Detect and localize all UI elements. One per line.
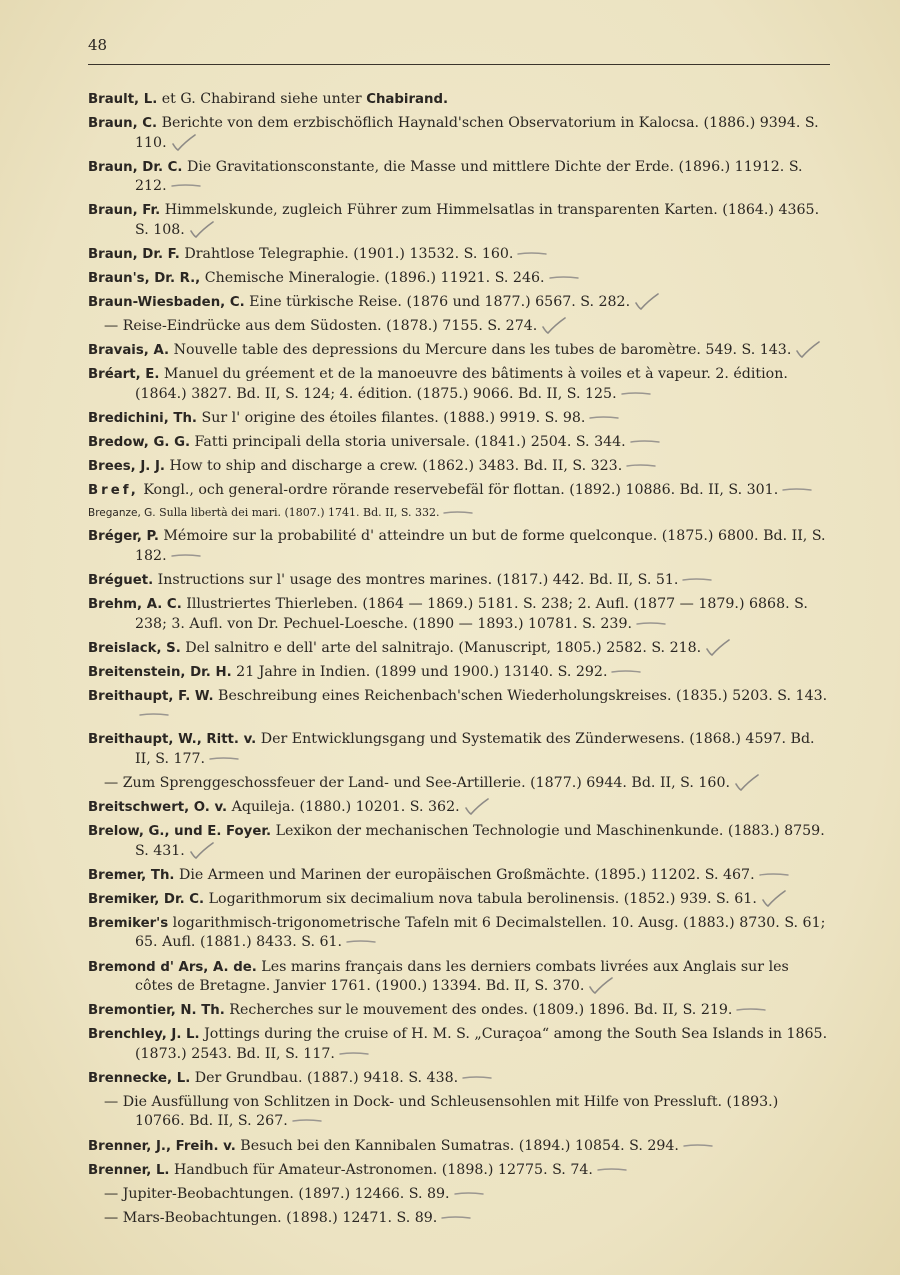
entry-text: Nouvelle table des depressions du Mercure dans les tubes de baromètre. 549. S. 143.	[169, 342, 792, 359]
index-entry	[88, 798, 830, 818]
entry-author: Braun's, Dr. R.,	[88, 270, 201, 286]
index-entry	[88, 890, 830, 910]
entry-text: Der Grundbau. (1887.) 9418. S. 438.	[190, 1069, 459, 1086]
entry-text: — Jupiter-Beobachtungen. (1897.) 12466. S. 89.	[104, 1185, 450, 1202]
entry-author: Bremer, Th.	[88, 867, 175, 883]
entry-author: Bredichini, Th.	[88, 410, 197, 426]
pencil-check-icon	[705, 639, 731, 657]
index-entry	[88, 201, 830, 240]
pencil-dash-icon	[682, 576, 712, 584]
entry-author: Braun-Wiesbaden, C.	[88, 295, 245, 311]
index-entry	[88, 365, 830, 404]
entry-text: Die Armeen und Marinen der europäischen Großmächte. (1895.) 11202. S. 467.	[174, 866, 755, 883]
entry-text: et G. Chabirand siehe unter	[157, 91, 367, 107]
entry-author: Breithaupt, F. W.	[88, 688, 214, 704]
entry-author: Braun, C.	[88, 116, 158, 132]
entry-text: Kongl., och general-ordre rörande reservebefäl för flottan. (1892.) 10886. Bd. II, S. 301.	[138, 482, 779, 499]
entry-author: Bréger, P.	[88, 529, 159, 545]
pencil-dash-icon	[549, 274, 579, 282]
index-entry	[88, 1001, 830, 1021]
entry-text: Beschreibung eines Reichenbach'schen Wiederholungskreises. (1835.) 5203. S. 143.	[213, 687, 828, 704]
pencil-dash-icon	[597, 1166, 627, 1174]
entry-author: Breislack, S.	[88, 640, 181, 656]
index-entry	[88, 527, 830, 566]
entry-author: Bremiker, Dr. C.	[88, 891, 205, 907]
pencil-check-icon	[734, 774, 760, 792]
entry-text: How to ship and discharge a crew. (1862.) 3483. Bd. II, S. 323.	[164, 458, 623, 475]
index-entry	[88, 639, 830, 659]
index-entry	[88, 1093, 830, 1132]
pencil-dash-icon	[636, 620, 666, 628]
pencil-check-icon	[171, 134, 197, 152]
index-entry	[88, 1185, 830, 1205]
entry-text: Der Entwicklungsgang und Systematik des Zünderwesens. (1868.) 4597. Bd. II, S. 177.	[135, 731, 815, 767]
index-entry	[88, 90, 830, 110]
index-entry	[88, 158, 830, 197]
entry-reference: Chabirand.	[366, 92, 449, 107]
entry-text: Berichte von dem erzbischöflich Haynald'schen Observatorium in Kalocsa. (1886.) 9394. S. 110.	[135, 115, 819, 151]
entry-text: Chemische Mineralogie. (1896.) 11921. S. 246.	[200, 269, 545, 286]
index-entry	[88, 341, 830, 361]
entry-text: Instructions sur l' usage des montres marines. (1817.) 442. Bd. II, S. 51.	[153, 571, 679, 588]
pencil-check-icon	[189, 221, 215, 239]
index-entry	[88, 958, 830, 997]
pencil-dash-icon	[683, 1142, 713, 1150]
pencil-dash-icon	[209, 755, 239, 763]
pencil-check-icon	[464, 798, 490, 816]
pencil-check-icon	[795, 341, 821, 359]
entry-author: Braun, Dr. C.	[88, 159, 183, 175]
entry-text: Les marins français dans les derniers combats livrées aux Anglais sur les côtes de Bretagne. Janvier 1761. (1900.) 13394. Bd. II, S. 370.	[135, 958, 789, 995]
pencil-check-icon	[588, 977, 614, 995]
entry-text: Himmelskunde, zugleich Führer zum Himmelsatlas in transparenten Karten. (1864.) 4365. S. 108.	[135, 202, 820, 238]
index-entries	[88, 90, 830, 1233]
index-entry	[88, 571, 830, 591]
page-number: 48	[88, 36, 108, 54]
index-entry	[88, 481, 830, 501]
entry-author: Bremiker's	[88, 915, 169, 931]
entry-text: Mémoire sur la probabilité d' atteindre un but de forme quelconque. (1875.) 6800. Bd. II, S. 182.	[135, 528, 826, 564]
entry-text: Besuch bei den Kannibalen Sumatras. (1894.) 10854. S. 294.	[235, 1137, 679, 1154]
pencil-dash-icon	[346, 938, 376, 946]
pencil-dash-icon	[441, 1214, 471, 1222]
index-entry	[88, 245, 830, 265]
index-entry	[88, 1137, 830, 1157]
entry-author: Bravais, A.	[88, 343, 170, 359]
header-rule	[88, 64, 830, 65]
entry-author: Bremond d' Ars, A. de.	[88, 959, 257, 975]
index-entry	[88, 1025, 830, 1064]
entry-author: Breithaupt, W., Ritt. v.	[88, 732, 257, 748]
entry-author: Bredow, G. G.	[88, 435, 191, 451]
entry-text: Fatti principali della storia universale. (1841.) 2504. S. 344.	[190, 434, 626, 451]
entry-author: Brenner, L.	[88, 1162, 170, 1178]
entry-text: Jottings during the cruise of H. M. S. „Curaçoa“ among the South Sea Islands in 1865. (1873.) 2543. Bd. II, S. 117.	[135, 1026, 828, 1062]
entry-text: Illustriertes Thierleben. (1864 — 1869.) 5181. S. 238; 2. Aufl. (1877 — 1879.) 6868. S. 238; 3. Aufl. von Dr. Pechuel-Loesche. (1890 — 1893.) 10781. S. 239.	[135, 596, 808, 632]
index-entry	[88, 866, 830, 886]
index-entry	[88, 687, 830, 726]
entry-author: Brennecke, L.	[88, 1070, 191, 1086]
pencil-dash-icon	[443, 509, 473, 517]
index-entry	[88, 730, 830, 769]
index-entry	[88, 409, 830, 429]
entry-author: Brelow, G., und E. Foyer.	[88, 824, 272, 840]
index-entry	[88, 595, 830, 634]
index-entry	[88, 1161, 830, 1181]
entry-text: 21 Jahre in Indien. (1899 und 1900.) 13140. S. 292.	[231, 663, 608, 680]
pencil-dash-icon	[589, 414, 619, 422]
index-entry	[88, 433, 830, 453]
entry-text: Manuel du gréement et de la manoeuvre des bâtiments à voiles et à vapeur. 2. édition. (1864.) 3827. Bd. II, S. 124; 4. édition. (1875.) 9066. Bd. II, S. 125.	[135, 366, 788, 402]
pencil-dash-icon	[454, 1190, 484, 1198]
entry-text: Del salnitro e dell' arte del salnitrajo. (Manuscript, 1805.) 2582. S. 218.	[180, 639, 702, 656]
index-entry	[88, 457, 830, 477]
entry-author: Brenchley, J. L.	[88, 1027, 200, 1043]
index-entry	[88, 317, 830, 337]
index-entry	[88, 114, 830, 153]
pencil-check-icon	[634, 293, 660, 311]
pencil-check-icon	[761, 890, 787, 908]
entry-author: Breitenstein, Dr. H.	[88, 664, 232, 680]
entry-text: Sulla libertà dei mari. (1807.) 1741. Bd. II, S. 332.	[155, 506, 440, 520]
entry-author: Bref,	[88, 483, 139, 499]
entry-text: Lexikon der mechanischen Technologie und Maschinenkunde. (1883.) 8759. S. 431.	[135, 823, 825, 859]
entry-text: — Reise-Eindrücke aus dem Südosten. (1878.) 7155. S. 274.	[104, 318, 538, 335]
entry-author: Brenner, J., Freih. v.	[88, 1138, 236, 1154]
pencil-dash-icon	[462, 1074, 492, 1082]
index-entry	[88, 1209, 830, 1229]
index-entry	[88, 822, 830, 861]
entry-author: Brees, J. J.	[88, 459, 165, 475]
entry-author: Brehm, A. C.	[88, 597, 182, 612]
index-entry	[88, 293, 830, 313]
index-entry	[88, 663, 830, 683]
pencil-dash-icon	[621, 390, 651, 398]
entry-text: Drahtlose Telegraphie. (1901.) 13532. S. 160.	[179, 245, 514, 262]
entry-text: logarithmisch-trigonometrische Tafeln mit 6 Decimalstellen. 10. Ausg. (1883.) 8730. S. 61; 65. Aufl. (1881.) 8433. S. 61.	[135, 914, 826, 951]
pencil-dash-icon	[139, 711, 169, 719]
pencil-dash-icon	[611, 668, 641, 676]
entry-text: Die Gravitationsconstante, die Masse und mittlere Dichte der Erde. (1896.) 11912. S. 212.	[135, 158, 803, 195]
index-entry	[88, 269, 830, 289]
index-entry	[88, 1069, 830, 1089]
entry-author: Bréart, E.	[88, 367, 160, 383]
pencil-dash-icon	[782, 486, 812, 494]
pencil-check-icon	[189, 842, 215, 860]
pencil-dash-icon	[171, 182, 201, 190]
entry-text: Recherches sur le mouvement des ondes. (1809.) 1896. Bd. II, S. 219.	[224, 1002, 733, 1019]
index-entry	[88, 505, 830, 521]
entry-author: Braun, Dr. F.	[88, 246, 180, 262]
entry-text: Sur l' origine des étoiles filantes. (1888.) 9919. S. 98.	[197, 409, 586, 426]
pencil-dash-icon	[171, 552, 201, 560]
pencil-dash-icon	[736, 1006, 766, 1014]
entry-author: Brault, L.	[88, 92, 158, 107]
entry-text: — Die Ausfüllung von Schlitzen in Dock- und Schleusensohlen mit Hilfe von Pressluft. (1893.) 10766. Bd. II, S. 267.	[104, 1093, 779, 1130]
index-entry	[88, 774, 830, 794]
entry-author: Bremontier, N. Th.	[88, 1003, 225, 1019]
pencil-dash-icon	[292, 1117, 322, 1125]
entry-author: Bréguet.	[88, 572, 154, 588]
entry-author: Breitschwert, O. v.	[88, 800, 228, 816]
pencil-dash-icon	[626, 462, 656, 470]
entry-text: Eine türkische Reise. (1876 und 1877.) 6567. S. 282.	[244, 294, 631, 311]
pencil-dash-icon	[517, 250, 547, 258]
entry-author: Breganze, G.	[88, 507, 156, 520]
entry-text: — Mars-Beobachtungen. (1898.) 12471. S. 89.	[104, 1209, 438, 1226]
pencil-dash-icon	[339, 1050, 369, 1058]
entry-text: Logarithmorum six decimalium nova tabula berolinensis. (1852.) 939. S. 61.	[204, 890, 757, 907]
entry-text: Handbuch für Amateur-Astronomen. (1898.) 12775. S. 74.	[169, 1161, 593, 1178]
pencil-dash-icon	[630, 438, 660, 446]
entry-text: Aquileja. (1880.) 10201. S. 362.	[227, 799, 460, 816]
index-entry	[88, 914, 830, 953]
pencil-dash-icon	[759, 871, 789, 879]
pencil-check-icon	[541, 317, 567, 335]
entry-author: Braun, Fr.	[88, 203, 161, 219]
entry-text: — Zum Sprenggeschossfeuer der Land- und See-Artillerie. (1877.) 6944. Bd. II, S. 160.	[104, 774, 730, 791]
